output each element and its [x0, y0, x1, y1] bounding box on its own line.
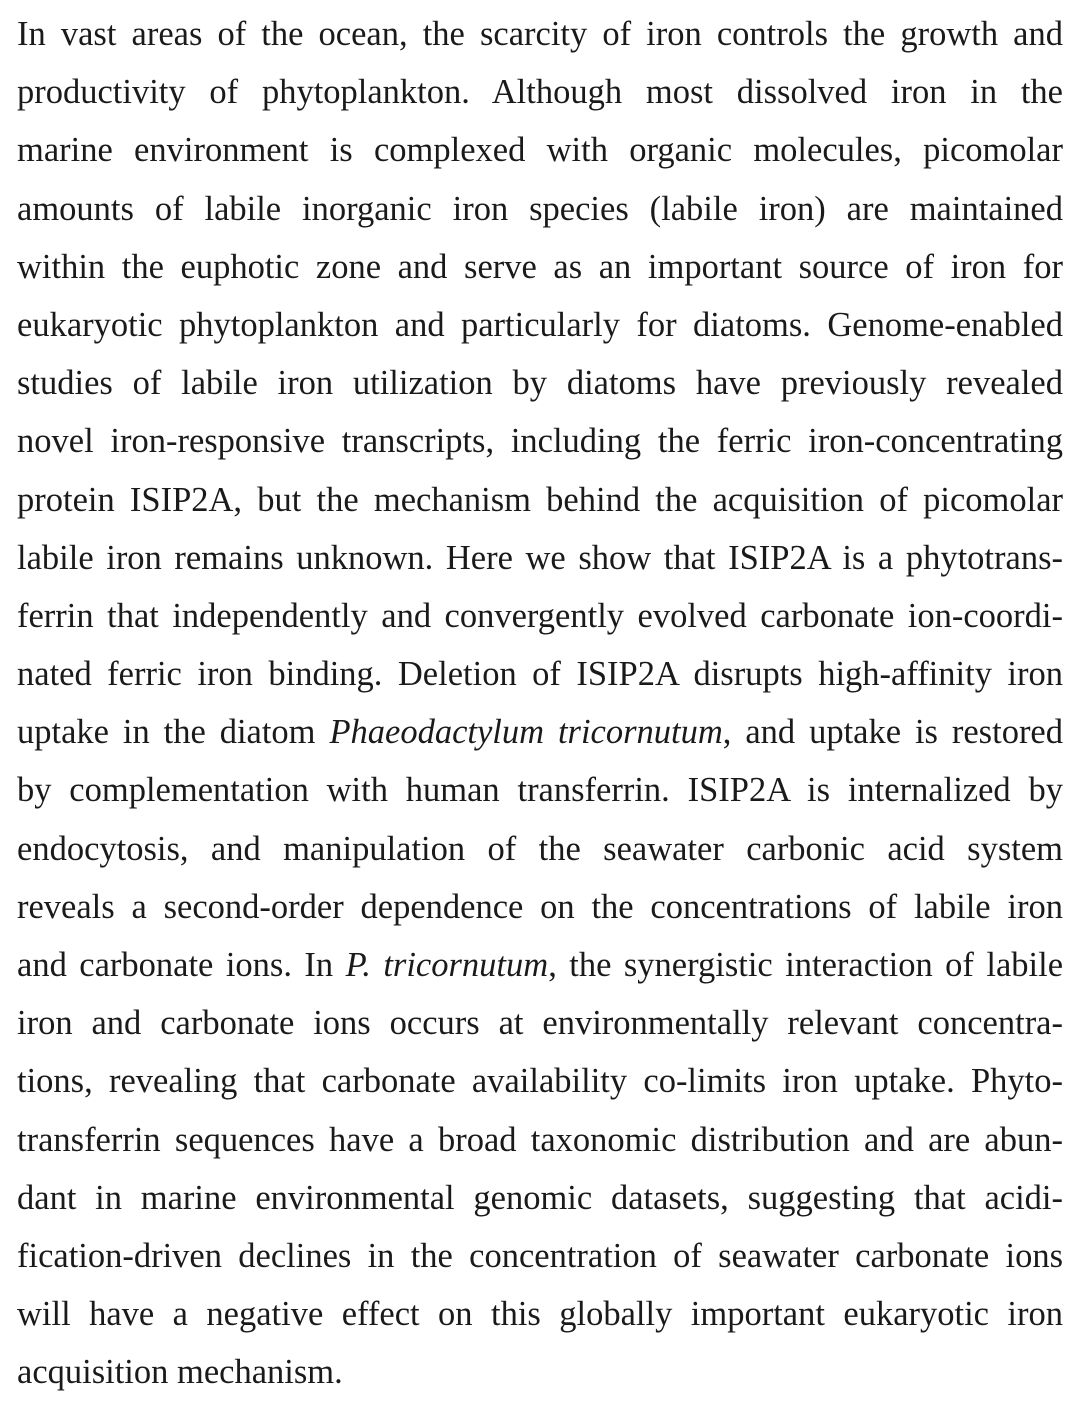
text-line: dant in marine environmental genomic datasets, suggesting that acidi-	[17, 1178, 1063, 1217]
text-line: marine environment is complexed with organic molecules, picomolar	[17, 131, 1063, 170]
abstract-paragraph	[17, 5, 1063, 1402]
text-line: transferrin sequences have a broad taxonomic distribution and are abun-	[17, 1120, 1063, 1159]
text-line: tions, revealing that carbonate availability co-limits iron uptake. Phyto-	[17, 1062, 1063, 1101]
text-line: protein ISIP2A, but the mechanism behind the acquisition of picomolar	[17, 480, 1063, 519]
text-line: acquisition mechanism.	[17, 1353, 343, 1392]
text-line: iron and carbonate ions occurs at environmentally relevant concentra-	[17, 1004, 1063, 1043]
text-line: ferrin that independently and convergently evolved carbonate ion-coordi-	[17, 596, 1063, 635]
text-line: reveals a second-order dependence on the concentrations of labile iron	[17, 887, 1063, 926]
text-line: productivity of phytoplankton. Although most dissolved iron in the	[17, 73, 1063, 112]
text-line: studies of labile iron utilization by diatoms have previously revealed	[17, 364, 1063, 403]
text-line: and carbonate ions. In P. tricornutum, the synergistic interaction of labile	[17, 946, 1064, 984]
text-line: novel iron-responsive transcripts, including the ferric iron-concentrating	[17, 422, 1063, 461]
text-line: eukaryotic phytoplankton and particularly for diatoms. Genome-enabled	[17, 305, 1063, 344]
text-line: amounts of labile inorganic iron species (labile iron) are maintained	[17, 189, 1063, 228]
text-line: In vast areas of the ocean, the scarcity of iron controls the growth and	[17, 15, 1063, 53]
text-line: uptake in the diatom Phaeodactylum tricornutum, and uptake is restored	[17, 713, 1063, 752]
text-line: labile iron remains unknown. Here we show that ISIP2A is a phytotrans-	[17, 538, 1063, 577]
text-line: by complementation with human transferrin. ISIP2A is internalized by	[17, 771, 1063, 810]
text-line: will have a negative effect on this globally important eukaryotic iron	[17, 1295, 1063, 1334]
text-line: fication-driven declines in the concentration of seawater carbonate ions	[17, 1236, 1063, 1275]
text-line: within the euphotic zone and serve as an important source of iron for	[17, 247, 1063, 286]
species-abbrev-italic: P. tricornutum	[345, 946, 549, 984]
species-name-italic: Phaeodactylum tricornutum	[329, 713, 723, 752]
text-line: endocytosis, and manipulation of the seawater carbonic acid system	[17, 829, 1063, 868]
text-line: nated ferric iron binding. Deletion of ISIP2A disrupts high-affinity iron	[17, 655, 1063, 694]
